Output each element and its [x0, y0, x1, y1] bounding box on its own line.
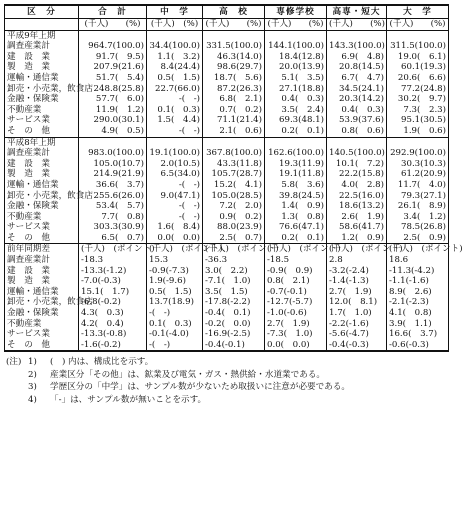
- footnote-text: 学歴区分の「中学」は、サンプル数が少ないため取扱いに注意が必要である。: [50, 382, 351, 393]
- industry-label: 運輸・通信業: [5, 287, 79, 298]
- table-row: [5, 126, 449, 137]
- value-cell: 0.0( 0.0): [265, 340, 327, 352]
- table-row: [5, 255, 449, 266]
- industry-label: サービス業: [5, 115, 79, 126]
- value-cell: 0.1( 0.3): [147, 105, 203, 116]
- value-cell: 331.5(100.0): [203, 41, 265, 52]
- value-cell: 18.4(12.8): [265, 52, 327, 63]
- value-cell: 6.9( 4.8): [327, 52, 387, 63]
- period-label: 平成8年上期: [5, 137, 79, 148]
- period-label: 前年同期差: [5, 244, 79, 255]
- value-cell: 18.6(13.2): [327, 201, 387, 212]
- value-cell: 4.2( 0.4): [79, 319, 147, 330]
- industry-label: 調査産業計: [5, 41, 79, 52]
- industry-label: サービス業: [5, 222, 79, 233]
- value-cell: 34.5(24.1): [327, 84, 387, 95]
- value-cell: 4.0( 2.8): [327, 180, 387, 191]
- value-cell: 6.8( 2.1): [203, 94, 265, 105]
- unit-cell: (千人) (%): [147, 19, 203, 31]
- value-cell: -1.6(-0.2): [79, 340, 147, 352]
- value-cell: 0.4( 0.3): [327, 105, 387, 116]
- value-cell: -17.8(-2.2): [203, 297, 265, 308]
- value-cell: 3.5( 1.5): [203, 287, 265, 298]
- period-unit-cell: [265, 30, 327, 41]
- table-row: [5, 159, 449, 170]
- unit-row: [5, 19, 449, 31]
- value-cell: 2.8: [327, 255, 387, 266]
- period-unit-cell: [79, 30, 147, 41]
- value-cell: 20.8(14.5): [327, 62, 387, 73]
- period-unit-cell: (千人) (ポイント): [387, 244, 449, 255]
- industry-label: そ の 他: [5, 233, 79, 244]
- table-row: [5, 276, 449, 287]
- value-cell: -11.3(-4.2): [387, 266, 449, 277]
- value-cell: 1.2( 0.9): [327, 233, 387, 244]
- value-cell: 53.4( 5.7): [79, 201, 147, 212]
- value-cell: 39.8(24.5): [265, 191, 327, 202]
- value-cell: 144.1(100.0): [265, 41, 327, 52]
- period-unit-cell: (千人) (ポイント): [265, 244, 327, 255]
- value-cell: 20.3(14.2): [327, 94, 387, 105]
- value-cell: 207.9(21.6): [79, 62, 147, 73]
- value-cell: 27.1(18.8): [265, 84, 327, 95]
- value-cell: 69.3(48.1): [265, 115, 327, 126]
- value-cell: 6.7( 4.7): [327, 73, 387, 84]
- value-cell: 18.7( 5.6): [203, 73, 265, 84]
- value-cell: -0.1(-4.0): [147, 329, 203, 340]
- value-cell: 303.3(30.9): [79, 222, 147, 233]
- table-row: [5, 115, 449, 126]
- value-cell: 53.9(37.6): [327, 115, 387, 126]
- value-cell: 7.2( 2.0): [203, 201, 265, 212]
- value-cell: 8.9( 2.6): [387, 287, 449, 298]
- footnote-tag: (注): [6, 357, 22, 368]
- value-cell: 11.7( 4.0): [387, 180, 449, 191]
- value-cell: 18.6: [387, 255, 449, 266]
- value-cell: 76.6(47.1): [265, 222, 327, 233]
- period-unit-cell: [387, 30, 449, 41]
- period-unit-cell: [327, 30, 387, 41]
- value-cell: -2.1(-2.3): [387, 297, 449, 308]
- value-cell: 3.0( 2.2): [203, 266, 265, 277]
- industry-label: 卸売・小売業，飲食店: [5, 297, 79, 308]
- value-cell: 4.3( 0.3): [79, 308, 147, 319]
- unit-cell: (千人) (%): [265, 19, 327, 31]
- value-cell: 292.9(100.0): [387, 148, 449, 159]
- table-row: [5, 222, 449, 233]
- value-cell: 6.5( 0.7): [79, 233, 147, 244]
- table-row: [5, 191, 449, 202]
- value-cell: 26.1( 8.9): [387, 201, 449, 212]
- value-cell: 983.0(100.0): [79, 148, 147, 159]
- value-cell: 51.7( 5.4): [79, 73, 147, 84]
- value-cell: 3.5( 2.4): [265, 105, 327, 116]
- table-row: [5, 169, 449, 180]
- value-cell: -0.2( 0.0): [203, 319, 265, 330]
- value-cell: -( -): [147, 94, 203, 105]
- value-cell: 143.3(100.0): [327, 41, 387, 52]
- table-row: [5, 212, 449, 223]
- value-cell: 22.5(16.0): [327, 191, 387, 202]
- footnote: [4, 394, 448, 407]
- document-page: [4, 4, 463, 406]
- industry-label: 調査産業計: [5, 148, 79, 159]
- value-cell: 2.6( 1.9): [327, 212, 387, 223]
- value-cell: 58.6(41.7): [327, 222, 387, 233]
- value-cell: 91.7( 9.5): [79, 52, 147, 63]
- industry-label: 製 造 業: [5, 276, 79, 287]
- column-header: 大 学: [387, 5, 449, 19]
- value-cell: -0.9( 0.9): [265, 266, 327, 277]
- value-cell: 71.1(21.4): [203, 115, 265, 126]
- value-cell: -( -): [147, 212, 203, 223]
- table-row: [5, 52, 449, 63]
- value-cell: 0.9( 0.2): [203, 212, 265, 223]
- industry-label: 建 設 業: [5, 266, 79, 277]
- value-cell: -5.6(-4.7): [327, 329, 387, 340]
- value-cell: -( -): [147, 180, 203, 191]
- table-row: [5, 94, 449, 105]
- industry-label: 建 設 業: [5, 159, 79, 170]
- value-cell: 30.2( 9.7): [387, 94, 449, 105]
- value-cell: 2.0(10.5): [147, 159, 203, 170]
- value-cell: 0.2( 0.1): [265, 126, 327, 137]
- value-cell: 15.2( 4.1): [203, 180, 265, 191]
- period-row: [5, 137, 449, 148]
- column-header: 中 学: [147, 5, 203, 19]
- value-cell: 4.9( 0.5): [79, 126, 147, 137]
- value-cell: 1.9( 0.6): [387, 126, 449, 137]
- value-cell: 78.5(26.8): [387, 222, 449, 233]
- value-cell: -0.4(-0.3): [327, 340, 387, 352]
- footnote-number: 4): [28, 394, 37, 405]
- value-cell: -16.9(-2.5): [203, 329, 265, 340]
- value-cell: -0.9(-7.3): [147, 266, 203, 277]
- value-cell: 0.7( 0.2): [203, 105, 265, 116]
- unit-cell: [5, 19, 79, 31]
- value-cell: 0.4( 0.3): [265, 94, 327, 105]
- industry-label: 卸売・小売業，飲食店: [5, 191, 79, 202]
- industry-label: 金融・保険業: [5, 201, 79, 212]
- value-cell: -36.3: [203, 255, 265, 266]
- table-body: [5, 5, 463, 351]
- value-cell: 79.3(27.1): [387, 191, 449, 202]
- value-cell: 19.0( 6.1): [387, 52, 449, 63]
- period-unit-cell: [265, 137, 327, 148]
- value-cell: 5.8( 3.6): [265, 180, 327, 191]
- value-cell: 255.6(26.0): [79, 191, 147, 202]
- unit-cell: (千人) (%): [79, 19, 147, 31]
- table-row: [5, 180, 449, 191]
- period-unit-cell: (千人) (ポイント): [79, 244, 147, 255]
- value-cell: 367.8(100.0): [203, 148, 265, 159]
- value-cell: -0.4( 0.1): [203, 308, 265, 319]
- value-cell: 20.6( 6.6): [387, 73, 449, 84]
- footnote-number: 2): [28, 369, 37, 380]
- table-row: [5, 105, 449, 116]
- value-cell: 7.7( 0.8): [79, 212, 147, 223]
- value-cell: 5.1( 3.5): [265, 73, 327, 84]
- value-cell: 2.5( 0.9): [387, 233, 449, 244]
- value-cell: 95.1(30.5): [387, 115, 449, 126]
- value-cell: -( -): [147, 201, 203, 212]
- table-row: [5, 73, 449, 84]
- table-row: [5, 266, 449, 277]
- value-cell: -13.3(-1.2): [79, 266, 147, 277]
- value-cell: 1.3( 0.8): [265, 212, 327, 223]
- value-cell: 61.2(20.9): [387, 169, 449, 180]
- footnotes: [4, 356, 448, 406]
- value-cell: 0.8( 0.6): [327, 126, 387, 137]
- value-cell: -( -): [147, 308, 203, 319]
- value-cell: 36.6( 3.7): [79, 180, 147, 191]
- value-cell: -7.3( 1.0): [265, 329, 327, 340]
- value-cell: -18.3: [79, 255, 147, 266]
- footnote-text: 「-」は、サンプル数が無いことを示す。: [50, 394, 207, 405]
- footnote: [4, 356, 448, 369]
- value-cell: 34.4(100.0): [147, 41, 203, 52]
- industry-label: 金融・保険業: [5, 308, 79, 319]
- value-cell: 22.7(66.0): [147, 84, 203, 95]
- value-cell: 15.1( 1.7): [79, 287, 147, 298]
- value-cell: 1.9(-9.6): [147, 276, 203, 287]
- column-header: 区 分: [5, 5, 79, 19]
- value-cell: 140.5(100.0): [327, 148, 387, 159]
- value-cell: 98.6(29.7): [203, 62, 265, 73]
- footnote-number: 1): [28, 357, 37, 368]
- period-unit-cell: [387, 137, 449, 148]
- table-row: [5, 340, 449, 352]
- period-unit-cell: (千人) (ポイント): [147, 244, 203, 255]
- period-unit-cell: [147, 30, 203, 41]
- period-unit-cell: [327, 137, 387, 148]
- table-row: [5, 201, 449, 212]
- period-unit-cell: (千人) (ポイント): [327, 244, 387, 255]
- industry-label: 建 設 業: [5, 52, 79, 63]
- value-cell: 88.0(23.9): [203, 222, 265, 233]
- industry-label: 不動産業: [5, 319, 79, 330]
- period-unit-cell: [203, 30, 265, 41]
- industry-label: 運輸・通信業: [5, 73, 79, 84]
- value-cell: -1.0(-0.6): [265, 308, 327, 319]
- value-cell: 57.7( 6.0): [79, 94, 147, 105]
- value-cell: 11.9( 1.2): [79, 105, 147, 116]
- value-cell: 16.6( 3.7): [387, 329, 449, 340]
- period-unit-cell: [203, 137, 265, 148]
- table-row: [5, 319, 449, 330]
- table-row: [5, 308, 449, 319]
- value-cell: 214.9(21.9): [79, 169, 147, 180]
- footnote-text: ( ) 内は、構成比を示す。: [50, 357, 154, 368]
- value-cell: 0.8( 2.1): [265, 276, 327, 287]
- value-cell: -18.5: [265, 255, 327, 266]
- value-cell: 1.5( 4.4): [147, 115, 203, 126]
- period-row: [5, 30, 449, 41]
- value-cell: -( -): [147, 126, 203, 137]
- table-row: [5, 62, 449, 73]
- column-header: 高専・短大: [327, 5, 387, 19]
- industry-label: サービス業: [5, 329, 79, 340]
- industry-label: 運輸・通信業: [5, 180, 79, 191]
- value-cell: -1.4(-1.3): [327, 276, 387, 287]
- footnote: [4, 381, 448, 394]
- industry-label: 金融・保険業: [5, 94, 79, 105]
- value-cell: 87.2(26.3): [203, 84, 265, 95]
- value-cell: 1.1( 3.2): [147, 52, 203, 63]
- value-cell: -2.2(-1.6): [327, 319, 387, 330]
- industry-label: 卸売・小売業，飲食店: [5, 84, 79, 95]
- value-cell: 0.1( 0.3): [147, 319, 203, 330]
- value-cell: 1.4( 0.9): [265, 201, 327, 212]
- period-label: 平成9年上期: [5, 30, 79, 41]
- value-cell: 20.0(13.9): [265, 62, 327, 73]
- column-header: 合 計: [79, 5, 147, 19]
- value-cell: -0.6(-0.3): [387, 340, 449, 352]
- value-cell: 15.3: [147, 255, 203, 266]
- value-cell: 964.7(100.0): [79, 41, 147, 52]
- value-cell: 9.0(47.1): [147, 191, 203, 202]
- value-cell: 2.1( 0.6): [203, 126, 265, 137]
- value-cell: 290.0(30.1): [79, 115, 147, 126]
- value-cell: 1.6( 8.4): [147, 222, 203, 233]
- value-cell: 22.2(15.8): [327, 169, 387, 180]
- value-cell: 311.5(100.0): [387, 41, 449, 52]
- value-cell: -0.4(-0.1): [203, 340, 265, 352]
- value-cell: 7.3( 2.3): [387, 105, 449, 116]
- footnote-text: 産業区分「その他」は、鉱業及び電気・ガス・熱供給・水道業である。: [50, 369, 326, 380]
- value-cell: -0.7(-0.1): [265, 287, 327, 298]
- industry-label: 不動産業: [5, 212, 79, 223]
- value-cell: -6.8(-0.2): [79, 297, 147, 308]
- value-cell: 0.5( 1.5): [147, 287, 203, 298]
- footnote-number: 3): [28, 382, 37, 393]
- value-cell: 19.3(11.9): [265, 159, 327, 170]
- table-row: [5, 84, 449, 95]
- value-cell: 19.1(11.8): [265, 169, 327, 180]
- value-cell: 1.7( 1.0): [327, 308, 387, 319]
- value-cell: 19.1(100.0): [147, 148, 203, 159]
- value-cell: 4.1( 0.8): [387, 308, 449, 319]
- value-cell: 0.0( 0.0): [147, 233, 203, 244]
- value-cell: 2.7( 1.9): [327, 287, 387, 298]
- value-cell: -13.3(-0.8): [79, 329, 147, 340]
- value-cell: 3.4( 1.2): [387, 212, 449, 223]
- value-cell: 60.1(19.3): [387, 62, 449, 73]
- value-cell: 77.2(24.8): [387, 84, 449, 95]
- value-cell: 105.0(28.5): [203, 191, 265, 202]
- period-unit-cell: [147, 137, 203, 148]
- value-cell: 12.0( 8.1): [327, 297, 387, 308]
- table-row: [5, 41, 449, 52]
- value-cell: -7.0(-0.3): [79, 276, 147, 287]
- value-cell: 0.5( 1.5): [147, 73, 203, 84]
- value-cell: 105.7(28.7): [203, 169, 265, 180]
- industry-label: 製 造 業: [5, 169, 79, 180]
- unit-cell: (千人) (%): [387, 19, 449, 31]
- value-cell: 2.7( 1.9): [265, 319, 327, 330]
- value-cell: 3.9( 1.1): [387, 319, 449, 330]
- value-cell: -12.7(-5.7): [265, 297, 327, 308]
- value-cell: 8.4(24.4): [147, 62, 203, 73]
- table-header-row: [5, 5, 449, 19]
- column-header: 高 校: [203, 5, 265, 19]
- value-cell: 162.6(100.0): [265, 148, 327, 159]
- value-cell: 13.7(18.9): [147, 297, 203, 308]
- table-row: [5, 287, 449, 298]
- industry-label: 調査産業計: [5, 255, 79, 266]
- value-cell: -( -): [147, 340, 203, 352]
- value-cell: 30.3(10.3): [387, 159, 449, 170]
- industry-label: そ の 他: [5, 126, 79, 137]
- value-cell: -7.1( 1.0): [203, 276, 265, 287]
- unit-cell: (千人) (%): [327, 19, 387, 31]
- table-row: [5, 148, 449, 159]
- value-cell: 0.2( 0.1): [265, 233, 327, 244]
- table-row: [5, 329, 449, 340]
- period-unit-cell: [79, 137, 147, 148]
- column-header: 専修学校: [265, 5, 327, 19]
- value-cell: 46.3(14.0): [203, 52, 265, 63]
- period-row: [5, 244, 449, 255]
- value-cell: 248.8(25.8): [79, 84, 147, 95]
- footnote: [4, 369, 448, 382]
- period-unit-cell: (千人) (ポイント): [203, 244, 265, 255]
- value-cell: 43.3(11.8): [203, 159, 265, 170]
- value-cell: 105.0(10.7): [79, 159, 147, 170]
- table-row: [5, 233, 449, 244]
- industry-label: 製 造 業: [5, 62, 79, 73]
- value-cell: 2.5( 0.7): [203, 233, 265, 244]
- value-cell: 6.5(34.0): [147, 169, 203, 180]
- industry-label: そ の 他: [5, 340, 79, 352]
- value-cell: -1.1(-1.6): [387, 276, 449, 287]
- new-graduate-hires-table: [4, 4, 463, 352]
- unit-cell: (千人) (%): [203, 19, 265, 31]
- industry-label: 不動産業: [5, 105, 79, 116]
- value-cell: 10.1( 7.2): [327, 159, 387, 170]
- table-row: [5, 297, 449, 308]
- value-cell: -3.2(-2.4): [327, 266, 387, 277]
